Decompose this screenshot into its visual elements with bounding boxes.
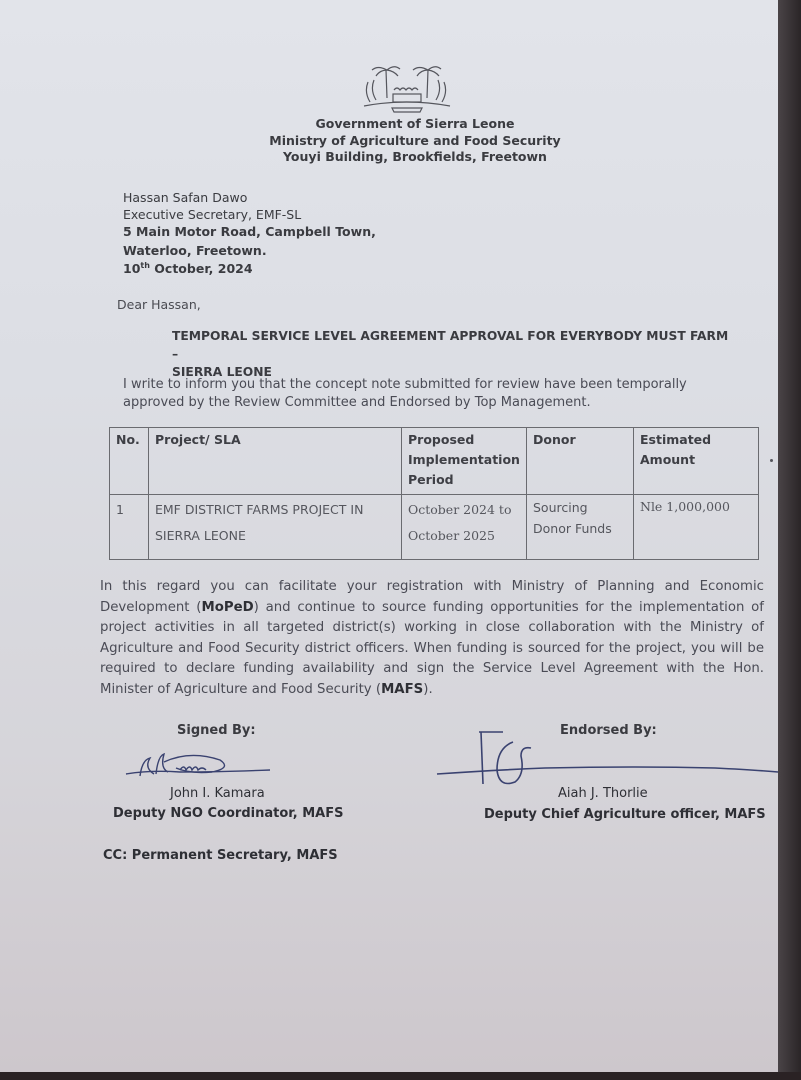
coat-of-arms-icon xyxy=(356,62,456,114)
header-period: Proposed Implementation Period xyxy=(402,428,527,495)
signed-by-title: Deputy NGO Coordinator, MAFS xyxy=(113,806,344,821)
recipient-address-2: Waterloo, Freetown. xyxy=(123,243,267,258)
cell-amount: Nle 1,000,000 xyxy=(634,495,759,560)
table-header-row xyxy=(110,428,759,495)
subject-line-2: SIERRA LEONE xyxy=(172,365,272,379)
stray-mark xyxy=(770,459,773,462)
body-text-3: ). xyxy=(423,681,433,697)
subject-line-1: TEMPORAL SERVICE LEVEL AGREEMENT APPROVAL FOR EVERYBODY MUST FARM – xyxy=(172,329,729,361)
signed-by-label: Signed By: xyxy=(177,723,256,738)
donor-line-1: Sourcing xyxy=(533,500,588,515)
cell-no: 1 xyxy=(110,495,149,560)
date-suffix: th xyxy=(140,261,150,270)
table-row xyxy=(110,495,759,560)
project-line-2: SIERRA LEONE xyxy=(155,528,246,543)
salutation: Dear Hassan, xyxy=(117,297,201,312)
cell-donor xyxy=(527,495,634,560)
endorsed-by-label: Endorsed By: xyxy=(560,723,657,738)
date-rest: October, 2024 xyxy=(149,261,253,277)
period-line-2: October 2025 xyxy=(408,528,495,543)
recipient-address-1: 5 Main Motor Road, Campbell Town, xyxy=(123,224,376,239)
background-surface-bottom xyxy=(0,1072,801,1080)
body-text-1: In this regard you can facilitate your registration with Ministry of Planning and Economic Development ( xyxy=(100,579,764,615)
project-line-1: EMF DISTRICT FARMS PROJECT IN xyxy=(155,502,364,517)
letterhead-ministry: Ministry of Agriculture and Food Security xyxy=(269,133,561,148)
signed-by-name: John I. Kamara xyxy=(170,786,265,801)
endorsed-by-name: Aiah J. Thorlie xyxy=(558,786,648,801)
background-surface xyxy=(778,0,801,1080)
header-amount: Estimated Amount xyxy=(634,428,759,495)
body-mopeD: MoPeD xyxy=(201,599,254,615)
signature-kamara-icon xyxy=(120,750,280,784)
period-line-1: October 2024 to xyxy=(408,502,512,517)
body-mafs: MAFS xyxy=(381,681,424,697)
endorsed-by-title: Deputy Chief Agriculture officer, MAFS xyxy=(484,807,766,822)
date-day: 10 xyxy=(123,261,141,277)
body-text-2: ) and continue to source funding opportunities for the implementation of project activities in all targeted district(s) working in close collaboration with the Ministry of Agriculture and Food Security district officers. When funding is sourced for the project, you will be required to declare funding availability and sign the Service Level Agreement with the Hon. Minister of Agriculture and Food Security ( xyxy=(100,599,764,697)
cell-project xyxy=(149,495,402,560)
donor-line-2: Donor Funds xyxy=(533,521,612,536)
header-donor: Donor xyxy=(527,428,634,495)
header-project: Project/ SLA xyxy=(149,428,402,495)
letter-date xyxy=(123,261,253,276)
signature-thorlie-icon xyxy=(435,726,778,788)
subject-heading xyxy=(172,327,732,381)
letterhead-address: Youyi Building, Brookfields, Freetown xyxy=(283,149,547,164)
cc-line: CC: Permanent Secretary, MAFS xyxy=(103,848,338,863)
header-no: No. xyxy=(110,428,149,495)
cell-period xyxy=(402,495,527,560)
sla-table xyxy=(109,427,759,560)
intro-paragraph: I write to inform you that the concept note submitted for review have been temporally approved by the Review Committee and Endorsed by Top Management. xyxy=(123,377,687,410)
letterhead-government: Government of Sierra Leone xyxy=(315,116,515,131)
recipient-title: Executive Secretary, EMF-SL xyxy=(123,207,302,222)
body-paragraph xyxy=(100,577,764,700)
recipient-name: Hassan Safan Dawo xyxy=(123,190,248,205)
